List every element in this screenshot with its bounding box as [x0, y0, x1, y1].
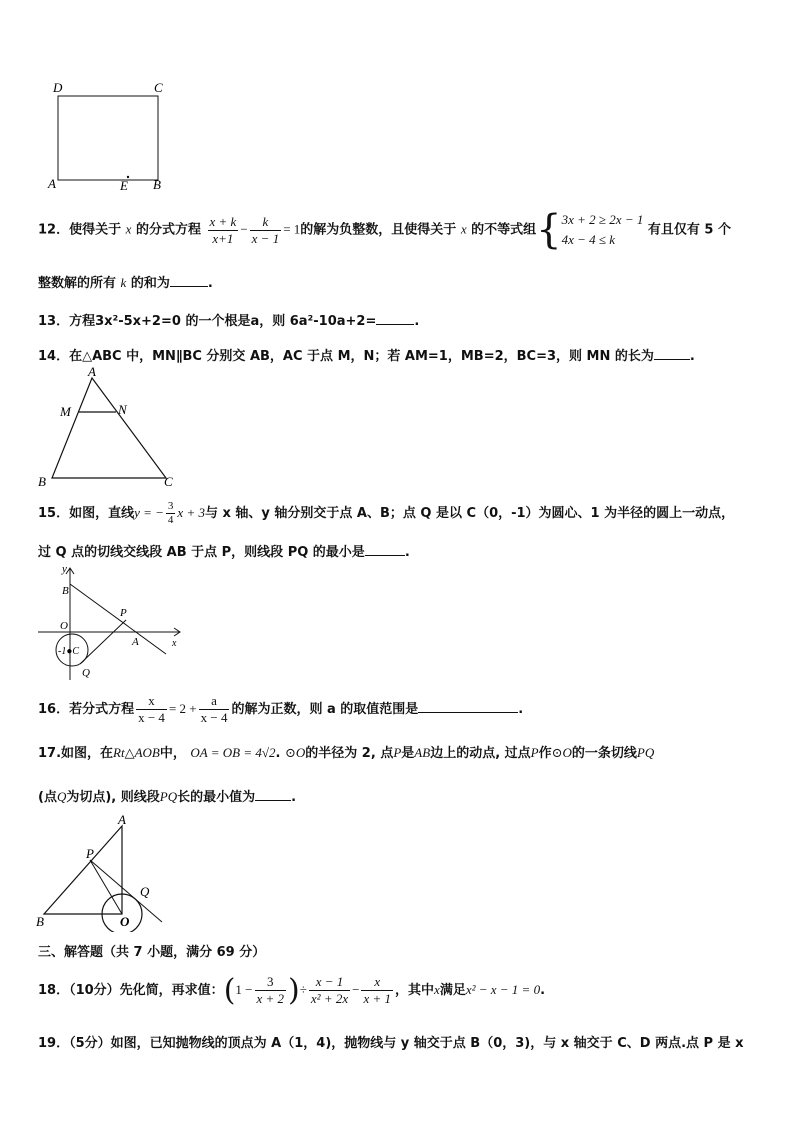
label-B: B: [38, 474, 46, 489]
q17-answer-blank: [255, 788, 291, 801]
label-C: C: [154, 80, 163, 95]
question-19: 19．（5分）如图，已知抛物线的顶点为 A（1，4)，抛物线与 y 轴交于点 B（0，3)，与 x 轴交于 C、D 两点.点 P 是 x: [38, 1036, 744, 1051]
figure-right-triangle-aob: [34, 812, 174, 932]
label-D: D: [53, 80, 63, 95]
svg-text:O: O: [60, 620, 68, 632]
section-3-heading: 三、解答题（共 7 小题，满分 69 分）: [38, 945, 266, 960]
q13-answer-blank: [376, 312, 414, 325]
q12-text: 使得关于: [69, 222, 122, 238]
svg-text:P: P: [120, 607, 127, 619]
question-13: 13．方程3x²-5x+2=0 的一个根是a，则 6a²-10a+2= .: [38, 314, 420, 329]
q12-fraction-1: $\frac{x + k}{x+1}$: [209, 213, 237, 246]
svg-text:-1●C: -1●C: [58, 646, 80, 657]
svg-text:A: A: [132, 636, 139, 648]
q18-fraction-2: $\frac{x - 1}{\text{x² + 2x}}$: [310, 974, 349, 1006]
q15-fraction: $\frac{3}{4}$: [167, 500, 174, 526]
label-N: N: [118, 402, 127, 417]
svg-text:P: P: [86, 846, 94, 861]
q18-fraction-3: $\frac{x}{x + 1}$: [363, 974, 392, 1006]
svg-text:Q: Q: [82, 667, 90, 679]
q16-fraction-1: $\frac{x}{x - 4}$: [138, 693, 165, 725]
q12-inequality-system: 3x + 2 ≥ 2x − 1 4x − 4 ≤ k: [561, 212, 644, 247]
q12-brace: {: [536, 207, 562, 253]
question-14: 14．在△ABC 中，MN∥BC 分别交 AB，AC 于点 M，N；若 AM=1，MB=2，BC=3，则 MN 的长为 .: [38, 349, 695, 364]
q14-answer-blank: [654, 347, 690, 360]
svg-text:B: B: [62, 585, 69, 597]
svg-text:y: y: [62, 563, 67, 575]
svg-text:B: B: [36, 914, 44, 929]
figure-triangle-abc: [34, 362, 184, 492]
label-C: C: [164, 474, 173, 489]
svg-text:Q: Q: [140, 884, 150, 899]
figure-line-and-circle: [34, 562, 194, 687]
label-B: B: [153, 177, 161, 192]
q12-answer-blank: [170, 274, 208, 287]
question-12: 12．使得关于 x 的分式方程 $\frac{x + k}{x+1}$ − $\frac{k}{x - 1}$ = 1的解为负整数，且使得关于 x 的不等式组{3x + 2 ≥ 2x − 1 4x − 4 ≤ k 有且仅有 5 个: [38, 207, 731, 253]
question-12-line2: 整数解的所有 k 的和为 .: [38, 275, 213, 291]
svg-text:A: A: [118, 812, 126, 827]
q12-text: 的解为负整数，且使得关于: [300, 222, 457, 238]
q15-answer-blank: [365, 543, 405, 556]
label-A: A: [88, 364, 96, 379]
q12-fraction-2: $\frac{k}{x - 1}$: [251, 213, 280, 246]
question-18: 18．（10分）先化简，再求值：(1 − $\frac{3}{x + 2}$ )÷ $\frac{x - 1}{\text{x² + 2x}}$ − $\frac{x}{x + 1}$ ，其中x满足x² − x − 1 = 0.: [38, 973, 546, 1008]
svg-text:x: x: [172, 638, 177, 649]
q12-text: 的分式方程: [135, 222, 201, 238]
question-17: 17.如图，在Rt△AOB中， OA = OB = 4√2. ⊙O的半径为 2, 点P是AB边上的动点, 过点P作⊙O的一条切线PQ: [38, 745, 655, 761]
question-16: 16．若分式方程 $\frac{x}{x - 4}$ = 2 + $\frac{a}{x - 4}$ 的解为正数，则 a 的取值范围是 .: [38, 693, 524, 725]
q12-var-x: x: [125, 221, 132, 237]
svg-text:O: O: [120, 914, 130, 929]
label-M: M: [60, 404, 71, 419]
question-15: 15．如图，直线y = − $\frac{3}{4}$ x + 3与 x 轴、y 轴分别交于点 A、B；点 Q 是以 C（0，-1）为圆心、1 为半径的圆上一动点，: [38, 500, 735, 526]
figure-square-abcd: [40, 76, 180, 196]
q18-fraction-1: $\frac{3}{x + 2}$: [256, 974, 285, 1006]
question-15-line2: 过 Q 点的切线交线段 AB 于点 P，则线段 PQ 的最小是 .: [38, 545, 410, 560]
q16-fraction-2: $\frac{a}{x - 4}$: [200, 693, 228, 725]
label-E: E: [120, 178, 128, 193]
label-A: A: [48, 176, 56, 191]
q16-answer-blank: [418, 700, 518, 713]
question-17-line2: (点Q为切点), 则线段PQ长的最小值为 .: [38, 789, 297, 805]
q12-number: 12．: [38, 222, 70, 238]
